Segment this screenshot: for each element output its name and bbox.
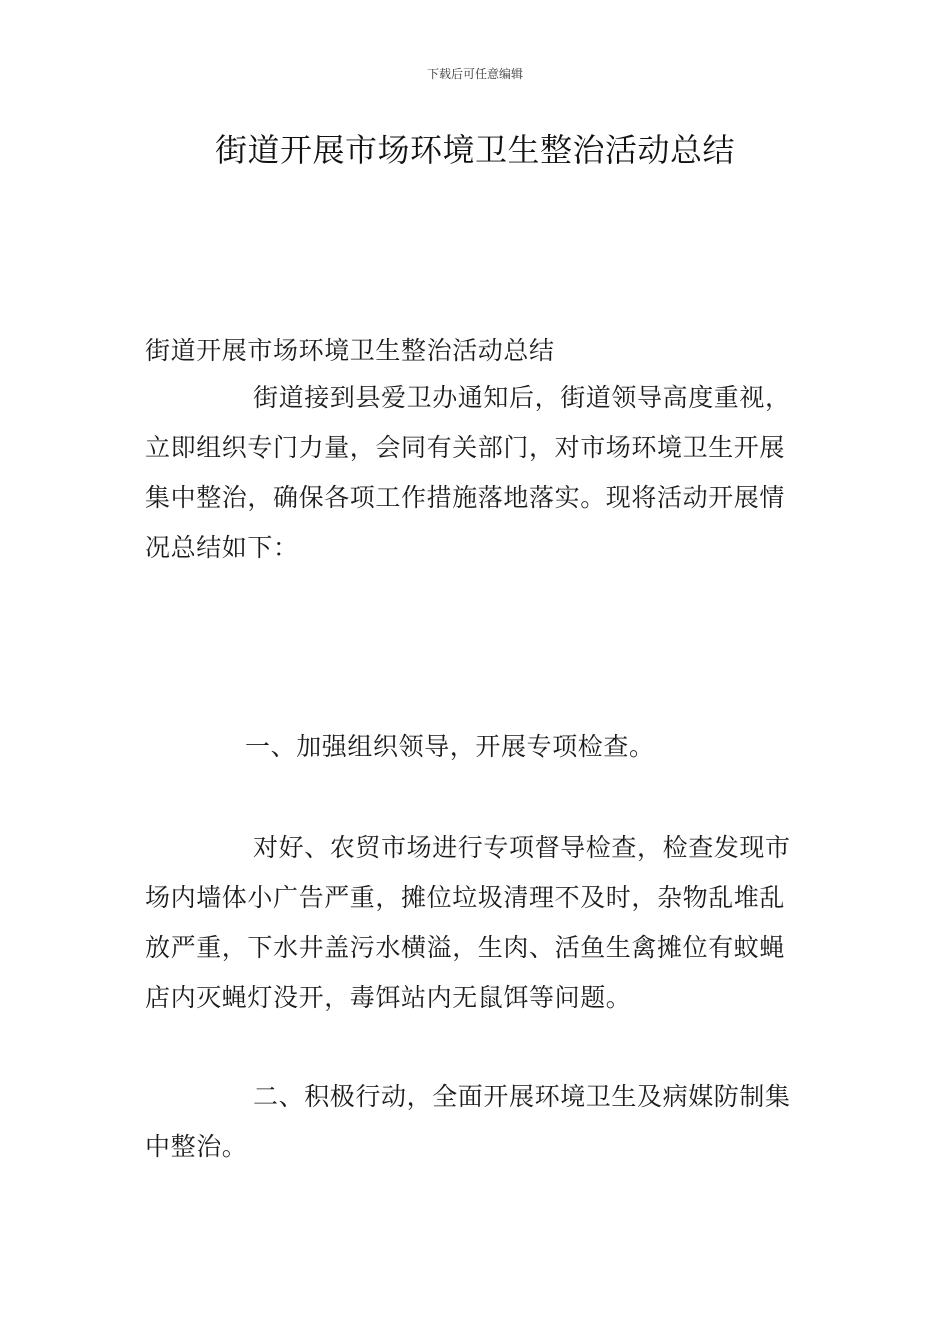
section-1-paragraph: 对好、农贸市场进行专项督导检查，检查发现市场内墙体小广告严重，摊位垃圾清理不及时，杂物乱堆乱放严重，下水井盖污水横溢，生肉、活鱼生禽摊位有蚊蝇店内灭蝇灯没开，毒饵站内无鼠饵等问题。 [145, 833, 791, 1012]
section-2-heading: 二、积极行动，全面开展环境卫生及病媒防制集中整治。 [145, 1082, 791, 1161]
document-subtitle: 街道开展市场环境卫生整治活动总结 [145, 336, 555, 365]
document-title: 街道开展市场环境卫生整治活动总结 [214, 131, 735, 169]
section-1-heading: 一、加强组织领导，开展专项检查。 [245, 732, 655, 761]
intro-paragraph: 街道接到县爱卫办通知后，街道领导高度重视，立即组织专门力量，会同有关部门，对市场环境卫生开展集中整治，确保各项工作措施落地落实。现将活动开展情况总结如下： [145, 383, 791, 562]
header-note: 下载后可任意编辑 [426, 67, 523, 81]
